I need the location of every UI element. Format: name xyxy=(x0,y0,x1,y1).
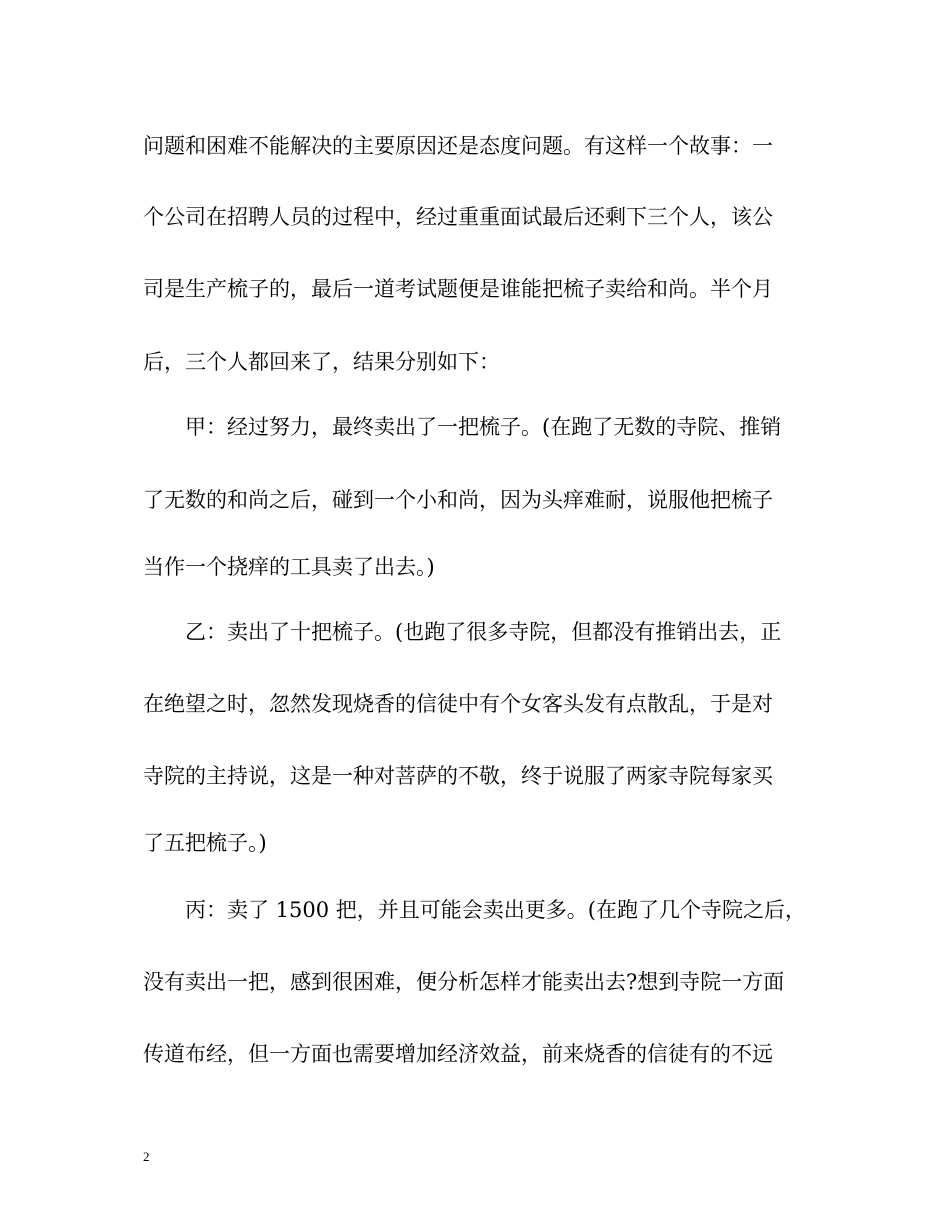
text-line: 当作一个挠痒的工具卖了出去。) xyxy=(143,555,435,579)
paragraph-start-line: 丙：卖了 1500 把，并且可能会卖出更多。(在跑了几个寺院之后， xyxy=(185,898,806,922)
text-line: 没有卖出一把，感到很困难，便分析怎样才能卖出去?想到寺院一方面 xyxy=(143,970,785,994)
text-line: 后，三个人都回来了，结果分别如下： xyxy=(143,350,500,374)
text-line: 寺院的主持说，这是一种对菩萨的不敬，终于说服了两家寺院每家买 xyxy=(143,764,773,788)
paragraph-start-line: 甲：经过努力，最终卖出了一把梳子。(在跑了无数的寺院、推销 xyxy=(185,415,782,439)
text-line: 问题和困难不能解决的主要原因还是态度问题。有这样一个故事：一 xyxy=(143,134,773,158)
text-line: 了无数的和尚之后，碰到一个小和尚，因为头痒难耐，说服他把梳子 xyxy=(143,488,773,512)
text-line: 个公司在招聘人员的过程中，经过重重面试最后还剩下三个人，该公 xyxy=(143,205,773,229)
text-line: 司是生产梳子的，最后一道考试题便是谁能把梳子卖给和尚。半个月 xyxy=(143,277,773,301)
page-number: 2 xyxy=(143,1149,150,1164)
text-line: 在绝望之时，忽然发现烧香的信徒中有个女客头发有点散乱，于是对 xyxy=(143,692,773,716)
text-line: 传道布经，但一方面也需要增加经济效益，前来烧香的信徒有的不远 xyxy=(143,1042,773,1066)
paragraph-start-line: 乙：卖出了十把梳子。(也跑了很多寺院，但都没有推销出去，正 xyxy=(185,620,782,644)
text-line: 了五把梳子。) xyxy=(143,831,267,855)
